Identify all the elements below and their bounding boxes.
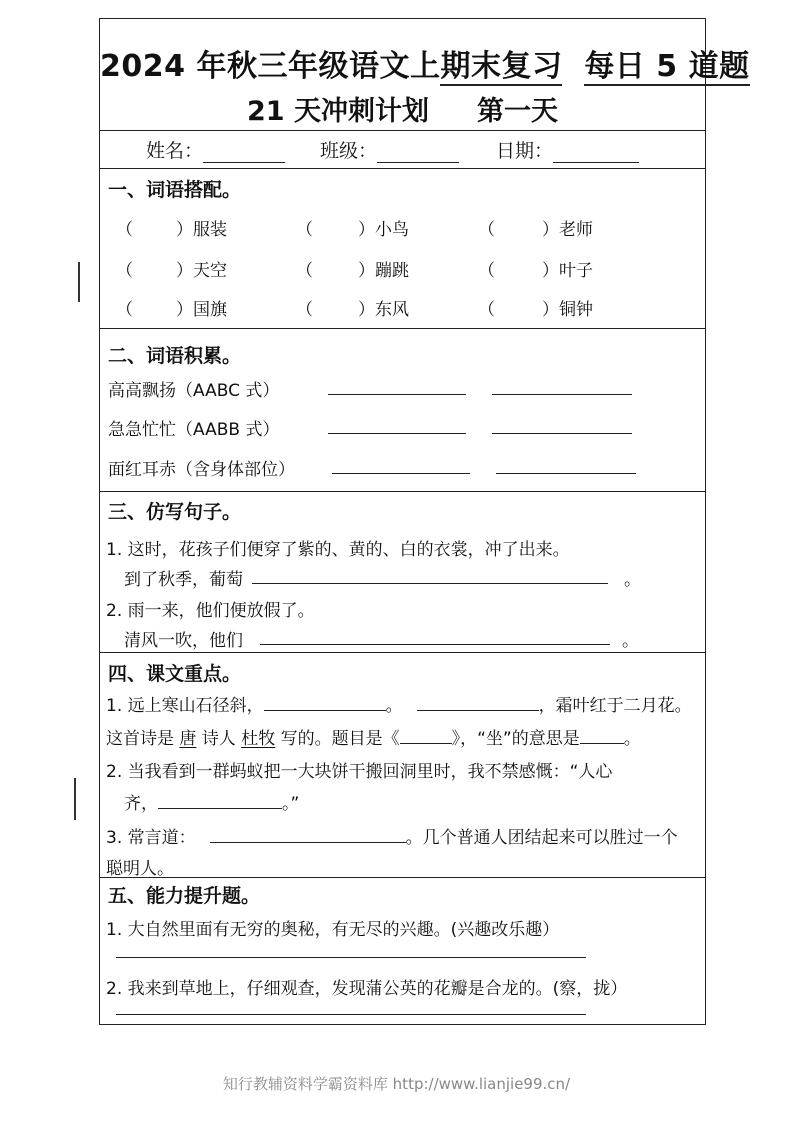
section-3-title: 三、仿写句子。 <box>108 501 242 523</box>
divider <box>100 168 705 169</box>
question-prompt: 清风一吹，他们 <box>124 631 243 651</box>
question-line: 齐， 。” <box>124 794 300 814</box>
answer-blank[interactable]: （ <box>478 261 495 281</box>
question-line: 这首诗是 唐 诗人 杜牧 写的。题目是《 》，“坐”的意思是 。 <box>106 729 641 749</box>
binding-mark <box>78 262 80 302</box>
worksheet <box>99 18 750 1025</box>
question-line: 3. 常言道： 。几个普通人团结起来可以胜过一个 <box>106 828 678 848</box>
answer-line[interactable] <box>492 433 632 434</box>
answer-line[interactable] <box>210 826 406 843</box>
period: 。 <box>622 631 639 651</box>
section-4-title: 四、课文重点。 <box>108 663 242 685</box>
footer-watermark: 知行教辅资料学霸资料库 http://www.lianjie99.cn/ <box>222 1075 571 1093</box>
binding-mark <box>74 778 76 820</box>
paren-close: ）小鸟 <box>358 220 409 240</box>
page-title: 2024 年秋三年级语文上期末复习 每日 5 道题 <box>100 49 750 84</box>
question-line: 1. 远上寒山石径斜， 。 ，霜叶红于二月花。 <box>106 696 692 716</box>
answer-line[interactable] <box>417 694 539 711</box>
answer-line[interactable] <box>328 433 466 434</box>
answer-line[interactable] <box>580 727 624 744</box>
answer-blank[interactable]: （ <box>116 220 133 240</box>
answer-line[interactable] <box>328 394 466 395</box>
answer-blank[interactable]: （ <box>296 300 313 320</box>
word-item: 高高飘扬（AABC 式） <box>108 381 280 401</box>
poet-answer: 杜牧 <box>241 729 276 749</box>
period: 。 <box>624 570 641 590</box>
section-5-title: 五、能力提升题。 <box>108 885 261 907</box>
date-field[interactable]: 日期： <box>496 136 639 163</box>
answer-blank[interactable]: （ <box>296 261 313 281</box>
answer-line[interactable] <box>264 694 386 711</box>
paren-close: ）服装 <box>176 220 227 240</box>
paren-close: ）东风 <box>358 300 409 320</box>
section-2-title: 二、词语积累。 <box>108 345 242 367</box>
question-line: 聪明人。 <box>106 859 174 879</box>
answer-line[interactable] <box>332 473 470 474</box>
divider <box>100 491 705 492</box>
question-text: 2. 雨一来，他们便放假了。 <box>106 601 315 621</box>
answer-line[interactable] <box>492 394 632 395</box>
paren-close: ）蹦跳 <box>358 261 409 281</box>
answer-blank[interactable]: （ <box>478 300 495 320</box>
paren-close: ）天空 <box>176 261 227 281</box>
answer-blank[interactable]: （ <box>116 300 133 320</box>
paren-close: ）老师 <box>542 220 593 240</box>
question-text: 2. 我来到草地上，仔细观查，发现蒲公英的花瓣是合龙的。(察，拢） <box>106 979 628 999</box>
paren-close: ）国旗 <box>176 300 227 320</box>
answer-blank[interactable]: （ <box>296 220 313 240</box>
divider <box>100 130 705 131</box>
answer-blank[interactable]: （ <box>116 261 133 281</box>
dynasty-answer: 唐 <box>179 729 197 749</box>
answer-blank[interactable]: （ <box>478 220 495 240</box>
divider <box>100 328 705 329</box>
name-field[interactable]: 姓名： <box>146 136 285 163</box>
answer-line[interactable] <box>116 1014 586 1015</box>
divider <box>100 652 705 653</box>
question-line: 2. 当我看到一群蚂蚁把一大块饼干搬回洞里时，我不禁感慨：“人心 <box>106 762 613 782</box>
answer-line[interactable] <box>260 644 610 645</box>
answer-line[interactable] <box>496 473 636 474</box>
word-item: 急急忙忙（AABB 式） <box>108 420 280 440</box>
paren-close: ）叶子 <box>542 261 593 281</box>
answer-line[interactable] <box>400 727 452 744</box>
question-text: 1. 这时，花孩子们便穿了紫的、黄的、白的衣裳，冲了出来。 <box>106 540 570 560</box>
question-prompt: 到了秋季，葡萄 <box>124 570 243 590</box>
divider <box>100 877 705 878</box>
word-item: 面红耳赤（含身体部位） <box>108 460 295 480</box>
answer-line[interactable] <box>158 792 282 809</box>
section-1-title: 一、词语搭配。 <box>108 179 242 201</box>
paren-close: ）铜钟 <box>542 300 593 320</box>
answer-line[interactable] <box>116 957 586 958</box>
class-field[interactable]: 班级： <box>320 136 459 163</box>
question-text: 1. 大自然里面有无穷的奥秘，有无尽的兴趣。(兴趣改乐趣） <box>106 920 560 940</box>
answer-line[interactable] <box>252 583 608 584</box>
page-subtitle: 21 天冲刺计划 第一天 <box>247 96 558 127</box>
